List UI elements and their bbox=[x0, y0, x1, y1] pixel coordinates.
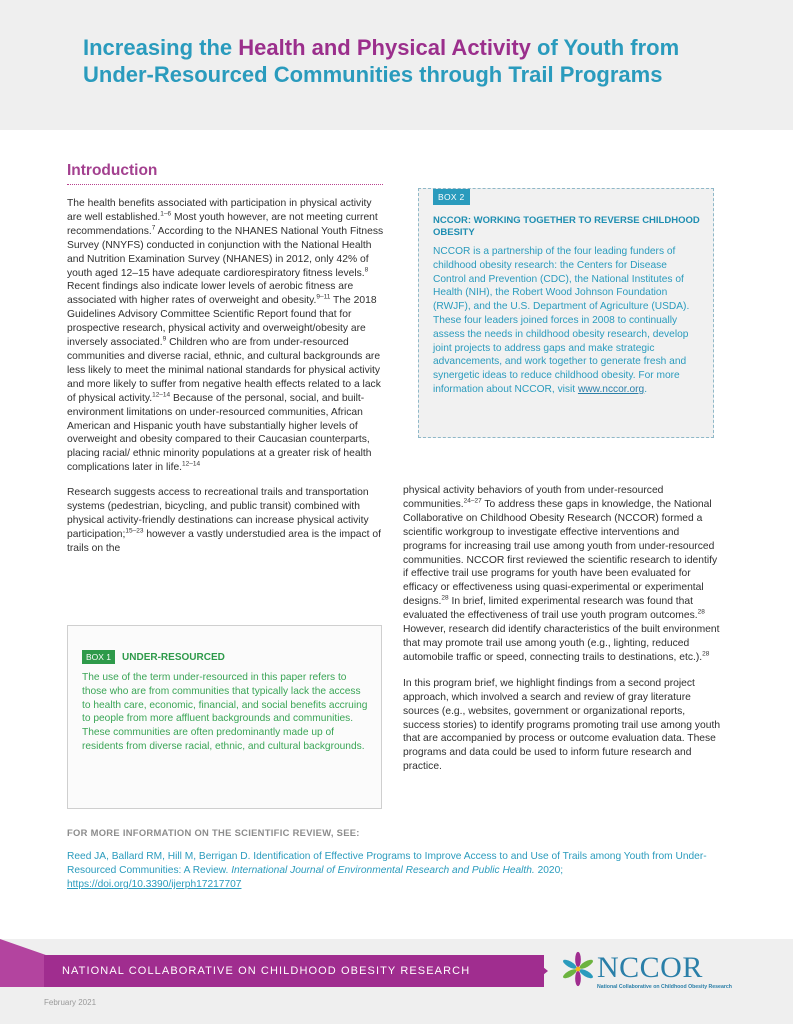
intro-paragraph-2: Research suggests access to recreational trails and transportation systems (pedestrian, bicycling, and public transit) combined with physical activity-friendly destinations can increase physical activity participation;$^{15-23}$ however a vastly understudied area is the impact of trails on the bbox=[67, 487, 381, 554]
citation-superscript: 8 bbox=[364, 266, 369, 274]
citation-superscript: 24–27 bbox=[463, 497, 482, 505]
publication-date: February 2021 bbox=[44, 998, 97, 1007]
box2-title: NCCOR: WORKING TOGETHER TO REVERSE CHILDHOOD OBESITY bbox=[433, 215, 700, 238]
page-title bbox=[83, 34, 723, 88]
citation-superscript: 9–11 bbox=[316, 293, 331, 301]
box1-label: UNDER-RESOURCED bbox=[122, 651, 225, 663]
nccor-logo-icon bbox=[559, 950, 597, 988]
citation-superscript: 12–14 bbox=[152, 391, 171, 399]
right-paragraph-2: In this program brief, we highlight findings from a second project approach, which involved a search and review of gray literature sources (e.g., websites, government or organizational reports, success stories) to identify programs promoting trail use among youth that are accompanied by process or outcome evaluation data. These programs and data could be used to inform future research and practice. bbox=[403, 677, 721, 773]
box1-header bbox=[82, 650, 369, 664]
citation-superscript: 1–6 bbox=[160, 210, 172, 218]
intro-paragraph-1: The health benefits associated with participation in physical activity are well established.$^{1-6}$ Most youth however, are not meeting current recommendations.$^7$ According to the NHANES National Youth Fitness Survey (NNYFS) conducted in conjunction with the National Health and Nutrition Examination Survey (NHANES) in 2012, only 42% of youth aged 12–15 have adequate cardiorespiratory fitness levels.$^8$ Recent findings also indicate lower levels of aerobic fitness are associated with higher rates of overweight and obesity.$^{9-11}$ The 2018 Guidelines Advisory Committee Scientific Report found that for prospective research, physical activity and overweight/obesity are inversely associated.$^9$ Children who are from under-resourced communities and diverse racial, ethnic, and cultural backgrounds are less likely to meet the minimal national standards for physical activity and more likely to suffer from negative health effects related to a lack of physical activity.$^{12-14}$ Because of the personal, social, and built-environment limitations on under-resourced communities, African American and Hispanic youth have substantially higher levels of overweight and obesity compared to their Caucasian counterparts, placing racial/ ethnic minority populations at a greater risk of health complications later in life.$^{12-14}$ bbox=[67, 198, 384, 474]
citation-superscript: 15–23 bbox=[125, 527, 144, 535]
right-column bbox=[403, 484, 721, 786]
right-paragraph-1: physical activity behaviors of youth from under-resourced communities.$^{24-27}$ To address these gaps in knowledge, the National Collaborative on Childhood Obesity Research (NCCOR) formed a scientific workgroup to investigate effective interventions and programs for increasing trail use among youth from under-resourced communities. NCCOR first reviewed the scientific research to identify if effective trail use programs for youth have been evaluated for efficacy or effectiveness using quasi-experimental or experimental designs.$^{28}$ In brief, limited experimental research was found that evaluated the effectiveness of trail use youth program outcomes.$^{28}$ However, research did identify characteristics of the built environment that may promote trail use among youth (e.g., lighting, reduced automobile traffic or speed, connecting trails to destinations, etc.).$^{28}$ bbox=[403, 485, 720, 663]
footer-arrow bbox=[528, 955, 548, 987]
box2-body: NCCOR is a partnership of the four leading funders of childhood obesity research: the Centers for Disease Control and Prevention (CDC), the National Institutes of Health (NIH), the Robert Wood Johnson Foundation (RWJF), and the U.S. Department of Agriculture (USDA). These four leaders joined forces in 2008 to continually assess the needs in childhood obesity research, develop joint projects to address gaps and make strategic advancements, and work together to generate fresh and synergetic ideas to reduce childhood obesity. For more information about NCCOR, visit bbox=[433, 246, 690, 395]
more-info-heading: FOR MORE INFORMATION ON THE SCIENTIFIC REVIEW, SEE: bbox=[67, 827, 360, 838]
citation-superscript: 9 bbox=[162, 335, 167, 343]
nccor-logo[interactable] bbox=[557, 946, 747, 998]
nccor-link[interactable]: www.nccor.org bbox=[577, 383, 645, 395]
citation-doi-link[interactable]: https://doi.org/10.3390/ijerph17217707 bbox=[67, 879, 242, 890]
title-highlight: Health and Physical Activity bbox=[238, 35, 531, 60]
box2-tag: BOX 2 bbox=[433, 189, 470, 205]
heading-divider bbox=[67, 184, 383, 185]
citation-superscript: 7 bbox=[151, 224, 156, 232]
title-part2: of Youth from Under-Resourced Communities through Trail Programs bbox=[83, 35, 680, 87]
box1-tag: BOX 1 bbox=[82, 650, 115, 664]
citation-superscript: 28 bbox=[441, 594, 449, 602]
left-column bbox=[67, 197, 385, 567]
box2-end: . bbox=[644, 383, 648, 395]
box1-under-resourced bbox=[67, 625, 382, 809]
title-part1: Increasing the bbox=[83, 35, 239, 60]
citation-authors-title: Reed JA, Ballard RM, Hill M, Berrigan D. Identification of Effective Programs to Improve Access to and Use of Trails among Youth from Under-Resourced Communities: A Review. bbox=[67, 851, 707, 876]
box2-text bbox=[433, 245, 701, 397]
nccor-logo-subtitle: National Collaborative on Childhood Obesity Research bbox=[597, 984, 732, 990]
citation-superscript: 12–14 bbox=[182, 460, 201, 468]
box2-nccor bbox=[418, 188, 714, 438]
nccor-logo-text: NCCOR bbox=[597, 951, 703, 984]
intro-heading: Introduction bbox=[67, 162, 158, 179]
citation bbox=[67, 850, 707, 892]
citation-superscript: 28 bbox=[702, 650, 710, 658]
footer-banner: NATIONAL COLLABORATIVE ON CHILDHOOD OBESITY RESEARCH bbox=[44, 955, 544, 987]
citation-journal: International Journal of Environmental Research and Public Health. bbox=[231, 865, 535, 876]
citation-superscript: 28 bbox=[697, 608, 705, 616]
citation-year: 2020; bbox=[534, 865, 564, 876]
box1-text: The use of the term under-resourced in this paper refers to those who are from communities that typically lack the access to health care, economic, financial, and social benefits accruing to people from more affluent backgrounds and communities. These communities are often predominantly made up of residents from diverse racial, ethnic, and cultural backgrounds. bbox=[82, 672, 368, 752]
